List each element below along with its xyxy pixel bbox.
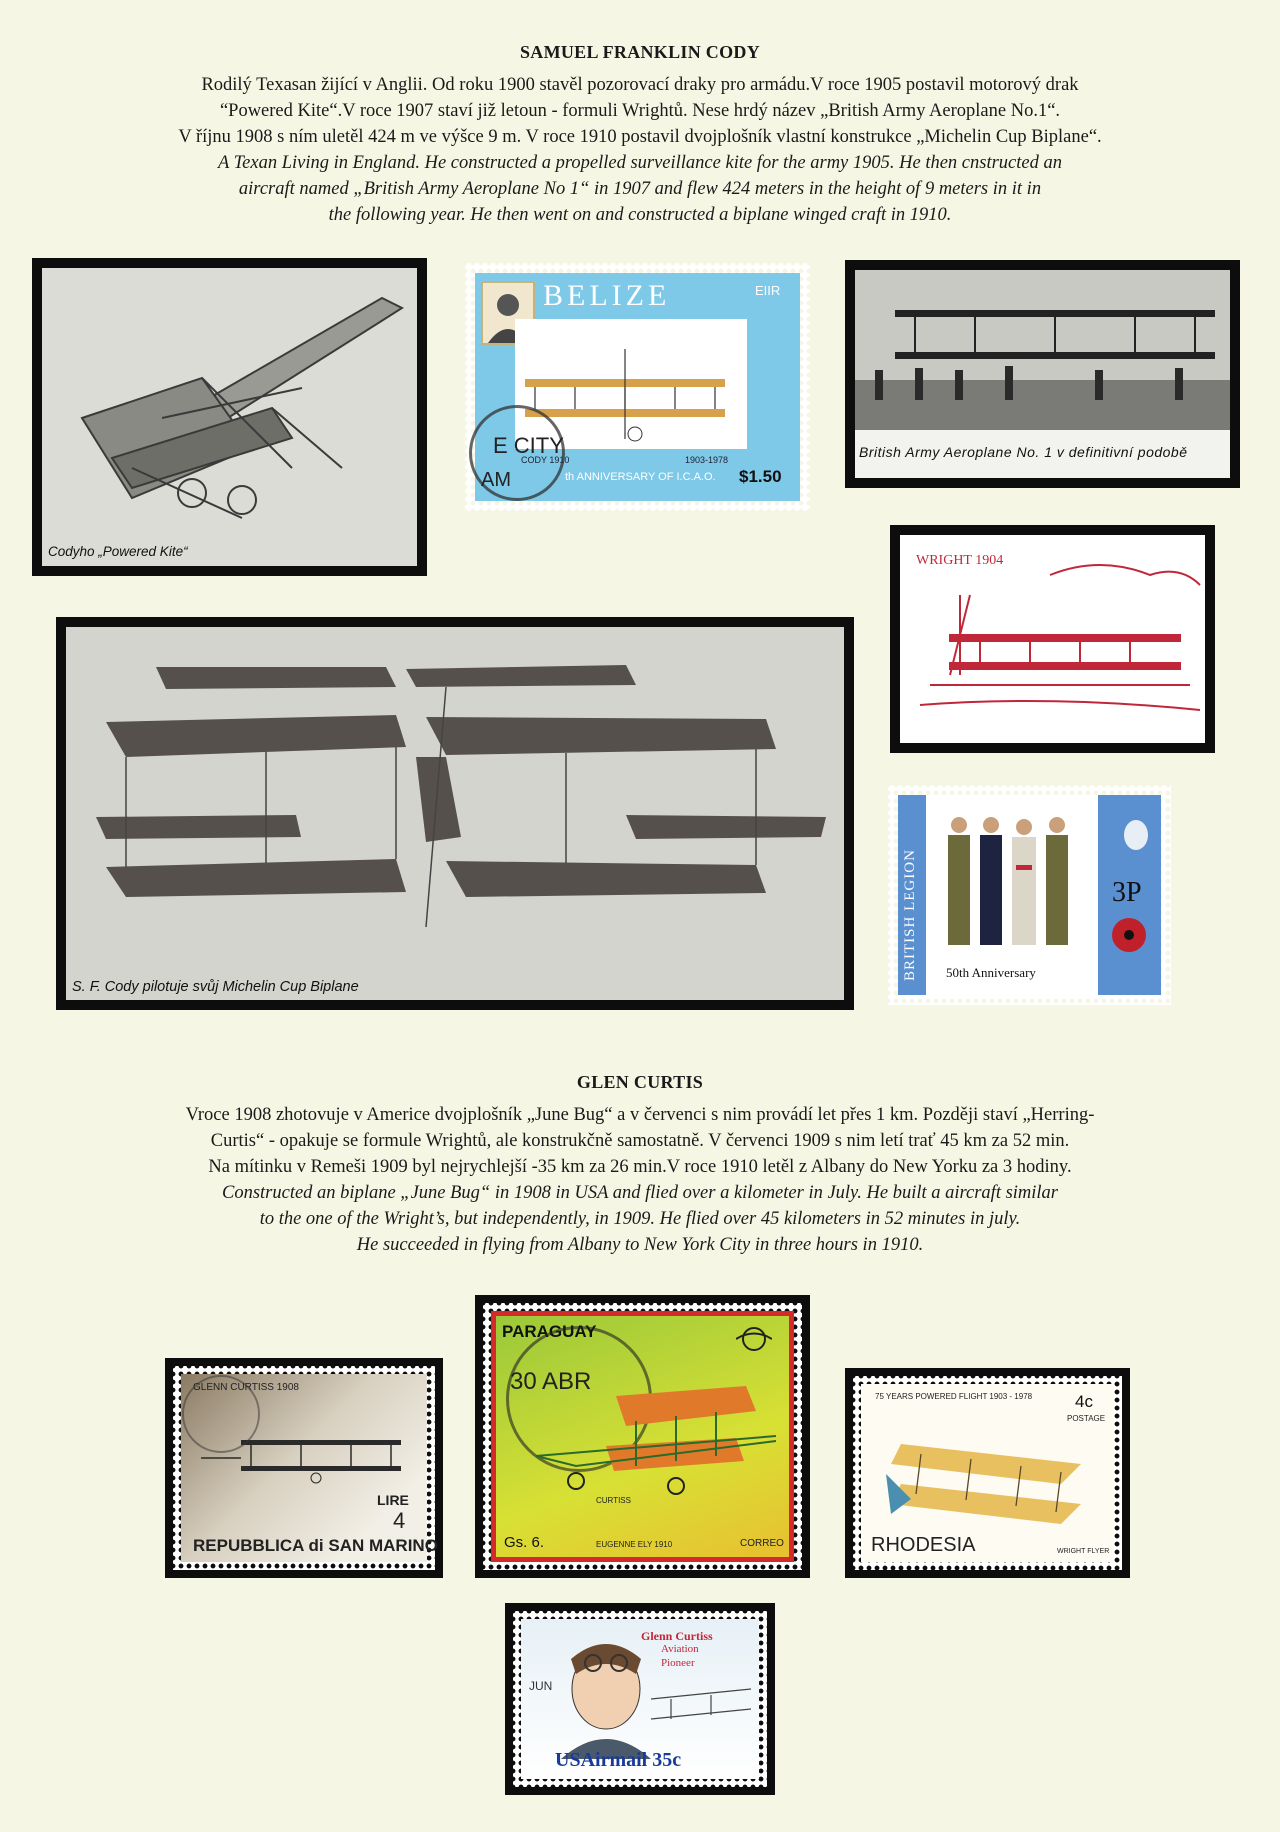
army-aeroplane-caption: British Army Aeroplane No. 1 v definitivní podobě [859,444,1188,460]
paraguay-country: PARAGUAY [502,1322,597,1341]
michelin-biplane-photo [56,617,854,1010]
san-marino-country: REPUBBLICA di SAN MARINO [193,1536,438,1555]
powered-kite-image [42,268,417,566]
paraguay-pilot: EUGENNE ELY 1910 [596,1540,673,1549]
san-marino-stamp [173,1366,438,1570]
curtis-english-line: to the one of the Wright’s, but independently, in 1909. He flied over 45 kilometers in 52 minutes in july. [259,1209,1021,1229]
curtis-czech-line: Na mítinku v Remeši 1909 byl nejrychlejší -35 km za 26 min.V roce 1910 letěl z Albany do New Yorku za 3 hodiny. [208,1157,1072,1177]
san-marino-stamp-mount [165,1358,443,1578]
usa-value: USAirmail 35c [555,1749,682,1771]
curtis-czech-line: Curtis“ - opakuje se formule Wrightů, ale konstrukčně samostatně. V červenci 1909 s nim letí trať 45 km za 52 min. [210,1131,1070,1151]
paraguay-stamp-mount [475,1295,810,1578]
rhodesia-value: 4c [1075,1392,1093,1411]
powered-kite-photo [32,258,427,576]
paraguay-stamp [483,1303,802,1570]
usa-postmark: JUN [529,1679,553,1693]
belize-years: 1903-1978 [685,455,729,465]
curtis-text [60,1102,1220,1258]
belize-stamp [465,263,810,511]
legion-country: BRITISH LEGION [902,849,918,981]
rhodesia-country: RHODESIA [871,1534,976,1556]
usa-stamp-mount [505,1603,775,1795]
section-title-cody: SAMUEL FRANKLIN CODY [519,42,761,62]
british-legion-stamp [888,785,1171,1005]
cody-czech-line: “Powered Kite“.V roce 1907 staví již letoun - formuli Wrightů. Nese hrdý název „British Army Aeroplane No.1“. [219,101,1061,121]
rhodesia-stamp-mount [845,1368,1130,1578]
san-marino-title: GLENN CURTISS 1908 [193,1382,299,1393]
usa-face [521,1619,759,1779]
san-marino-currency: LIRE [377,1492,409,1508]
rhodesia-plane-label: WRIGHT FLYER [1057,1548,1110,1555]
belize-postmark2: AM [481,469,511,491]
san-marino-face [181,1374,438,1562]
belize-country: BELIZE [543,279,671,312]
legion-anniv: 50th Anniversary [946,965,1036,980]
legion-value: 3P [1112,877,1142,908]
legion-stamp-face [898,795,1161,995]
rhodesia-title: 75 YEARS POWERED FLIGHT 1903 - 1978 [875,1392,1033,1401]
army-aeroplane-image [855,270,1230,430]
usa-line2: Aviation [661,1643,699,1655]
wright-1904-print [890,525,1215,753]
usa-line1: Glenn Curtiss [641,1629,713,1643]
army-aeroplane-photo [845,260,1240,488]
belize-postmark: E CITY [493,433,564,458]
crown-monogram: EIIR [755,283,781,298]
curtis-english-line: He succeeded in flying from Albany to New York City in three hours in 1910. [356,1235,924,1255]
powered-kite-caption: Codyho „Powered Kite“ [48,544,188,559]
rhodesia-postage: POSTAGE [1067,1414,1106,1423]
michelin-caption: S. F. Cody pilotuje svůj Michelin Cup Biplane [72,979,359,995]
rhodesia-face [861,1384,1114,1562]
paraguay-border [491,1311,794,1562]
paraguay-face [496,1316,789,1557]
cody-text [60,72,1220,228]
paraguay-mail: CORREO [740,1538,784,1549]
cody-english-line: aircraft named „British Army Aeroplane No 1“ in 1907 and flew 424 meters in the height of 9 meters in it in [238,179,1042,199]
curtis-czech-line: Vroce 1908 zhotovuje v Americe dvojplošník „June Bug“ a v červenci s nim provádí let přes 1 km. Později staví „Herring- [185,1105,1095,1125]
rhodesia-stamp [853,1376,1122,1570]
cody-czech-line: Rodilý Texasan žijící v Anglii. Od roku 1900 stavěl pozorovací draky pro armádu.V roce 1905 postavil motorový drak [201,75,1079,95]
curtis-english-line: Constructed an biplane „June Bug“ in 1908 in USA and flied over a kilometer in July. He built a aircraft similar [221,1183,1059,1203]
usa-airmail-stamp [513,1611,767,1787]
paraguay-postmark: 30 ABR [510,1368,592,1395]
cody-english-line: A Texan Living in England. He constructed a propelled surveillance kite for the army 1905. He then cnstructed an [218,153,1062,173]
belize-anniv: th ANNIVERSARY OF I.C.A.O. [565,471,716,483]
curtiss-plane-image [496,1316,789,1557]
usa-line3: Pioneer [661,1657,695,1669]
belize-value: $1.50 [739,467,782,486]
cody-czech-line: V říjnu 1908 s ním uletěl 424 m ve výšce 9 m. V roce 1910 postavil dvojplošník vlastní konstrukce „Michelin Cup Biplane“. [178,127,1102,147]
paraguay-value: Gs. 6. [504,1534,545,1551]
belize-plane-label: CODY 1910 [521,455,570,465]
belize-stamp-face [475,273,800,501]
paraguay-plane-label: CURTISS [596,1496,631,1505]
san-marino-value: 4 [393,1508,406,1533]
wright-label: WRIGHT 1904 [916,553,1004,568]
section-title-curtis: GLEN CURTIS [576,1072,704,1092]
cody-english-line: the following year. He then went on and constructed a biplane winged craft in 1910. [328,205,952,225]
curtiss-biplane-image [181,1374,427,1562]
michelin-biplane-image [66,627,844,967]
